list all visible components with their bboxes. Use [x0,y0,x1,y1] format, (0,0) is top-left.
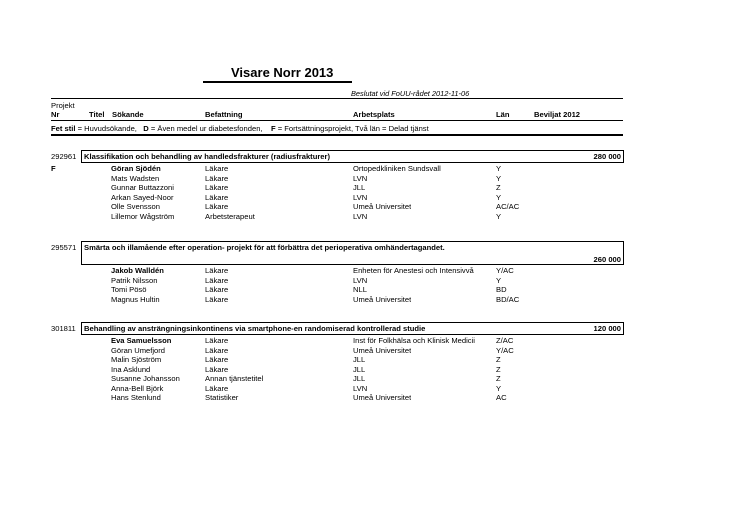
member-lan: Y/AC [496,266,514,275]
member-workplace: Inst för Folkhälsa och Klinisk Medicii [353,336,475,345]
member-row [0,164,746,173]
member-name: Malin Sjöström [111,355,162,364]
member-lan: Y [496,383,502,393]
col-projekt-label: Projekt [51,101,75,110]
legend-fet-stil: Fet stil [51,124,76,133]
page-title: Visare Norr 2013 [231,65,334,80]
member-name: Susanne Johansson [111,374,180,383]
member-workplace: Umeå Universitet [353,294,412,304]
member-name: Mats Wadsten [111,173,160,183]
col-arbetsplats: Arbetsplats [353,110,395,119]
member-row [0,393,746,402]
member-lan: Y/AC [496,345,514,355]
member-row [0,295,746,304]
member-workplace: Umeå Universitet [353,393,412,402]
member-name: Eva Samuelsson [111,336,172,345]
header-top-rule [51,98,623,99]
legend-f-text: = Fortsättningsprojekt, Två län = Delad tjänst [275,124,429,133]
member-name: Arkan Sayed-Noor [111,192,174,202]
member-role: Arbetsterapeut [205,211,255,221]
member-lan: Y [496,211,502,221]
member-name: Olle Svensson [111,202,160,211]
member-workplace: JLL [353,364,366,374]
member-lan: Z/AC [496,336,514,345]
member-workplace: Umeå Universitet [353,345,412,355]
member-row [0,355,746,364]
member-name: Hans Stenlund [111,393,161,402]
member-lan: Z [496,374,501,383]
member-lan: Z [496,364,501,374]
member-workplace: Ortopedkliniken Sundsvall [353,164,441,173]
member-workplace: JLL [353,183,366,192]
member-workplace: LVN [353,173,368,183]
member-name: Tomi Pösö [111,285,147,294]
member-lan: AC [496,393,507,402]
project-nr: 292961 [51,152,77,161]
member-workplace: Enheten för Anestesi och Intensivvå [353,266,474,275]
member-workplace: JLL [353,355,366,364]
title-underline [203,81,352,83]
header-mid-rule [51,120,623,121]
member-row [0,374,746,383]
member-lan: Y [496,275,502,285]
col-beviljat: Beviljat 2012 [534,110,581,119]
col-titel: Titel [89,110,105,119]
member-name: Magnus Hultin [111,294,160,304]
member-role: Läkare [205,164,229,173]
member-lan: AC/AC [496,202,520,211]
member-role: Läkare [205,173,229,183]
decision-note: Beslutat vid FoUU-rådet 2012-11-06 [351,89,470,98]
member-row [0,384,746,393]
member-workplace: NLL [353,285,367,294]
member-workplace: LVN [353,192,368,202]
member-role: Statistiker [205,393,239,402]
project-nr: 301811 [51,324,76,333]
member-role: Läkare [205,383,229,393]
member-role: Annan tjänstetitel [205,374,264,383]
member-workplace: LVN [353,211,368,221]
member-role: Läkare [205,285,229,294]
member-row [0,174,746,183]
legend [51,124,429,133]
member-row [0,285,746,294]
col-lan: Län [496,110,510,119]
project-title: Behandling av ansträngningsinkontinens via smartphone-en randomiserad kontrollerad studie [84,324,426,333]
member-workplace: Umeå Universitet [353,202,412,211]
member-lan: BD/AC [496,294,520,304]
member-row [0,346,746,355]
member-workplace: LVN [353,275,368,285]
member-row [0,202,746,211]
member-row [0,266,746,275]
col-sokande: Sökande [112,110,144,119]
col-befattning: Befattning [205,110,243,119]
project-title: Smärta och illamående efter operation- projekt för att förbättra det perioperativa omhändertagandet. [84,243,445,252]
project-nr: 295571 [51,243,77,252]
member-row [0,183,746,192]
member-name: Göran Umefjord [111,345,166,355]
member-role: Läkare [205,192,229,202]
col-nr: Nr [51,110,60,119]
member-name: Anna-Bell Björk [111,383,164,393]
member-role: Läkare [205,275,229,285]
project-title: Klassifikation och behandling av handledsfrakturer (radiusfrakturer) [84,152,331,161]
member-role: Läkare [205,355,229,364]
project-titel-code: F [51,164,56,173]
member-lan: Z [496,183,501,192]
member-name: Jakob Walldén [111,266,164,275]
member-lan: Y [496,164,502,173]
member-lan: BD [496,285,507,294]
legend-f: F [270,124,276,133]
member-lan: Y [496,173,502,183]
member-name: Lillemor Wågström [111,211,175,221]
member-lan: Z [496,355,501,364]
member-row [0,212,746,221]
member-name: Gunnar Buttazzoni [111,183,174,192]
member-row [0,336,746,345]
project-amount: 260 000 [593,255,621,264]
member-workplace: JLL [353,374,366,383]
member-row [0,365,746,374]
project-amount: 280 000 [593,152,621,161]
member-lan: Y [496,192,502,202]
member-name: Ina Asklund [111,364,151,374]
member-name: Göran Sjödén [111,164,161,173]
member-role: Läkare [205,336,229,345]
header-bottom-rule [51,134,623,136]
member-role: Läkare [205,294,229,304]
member-role: Läkare [205,364,229,374]
member-row [0,193,746,202]
member-role: Läkare [205,183,229,192]
member-role: Läkare [205,202,229,211]
member-role: Läkare [205,266,229,275]
member-row [0,276,746,285]
member-name: Patrik Nilsson [111,275,158,285]
legend-d: D [143,124,149,133]
member-workplace: LVN [353,383,368,393]
project-amount: 120 000 [593,324,621,333]
legend-fet-stil-text: = Huvudsökande, [75,124,137,133]
legend-d-text: = Även medel ur diabetesfonden, [148,124,263,133]
member-role: Läkare [205,345,229,355]
